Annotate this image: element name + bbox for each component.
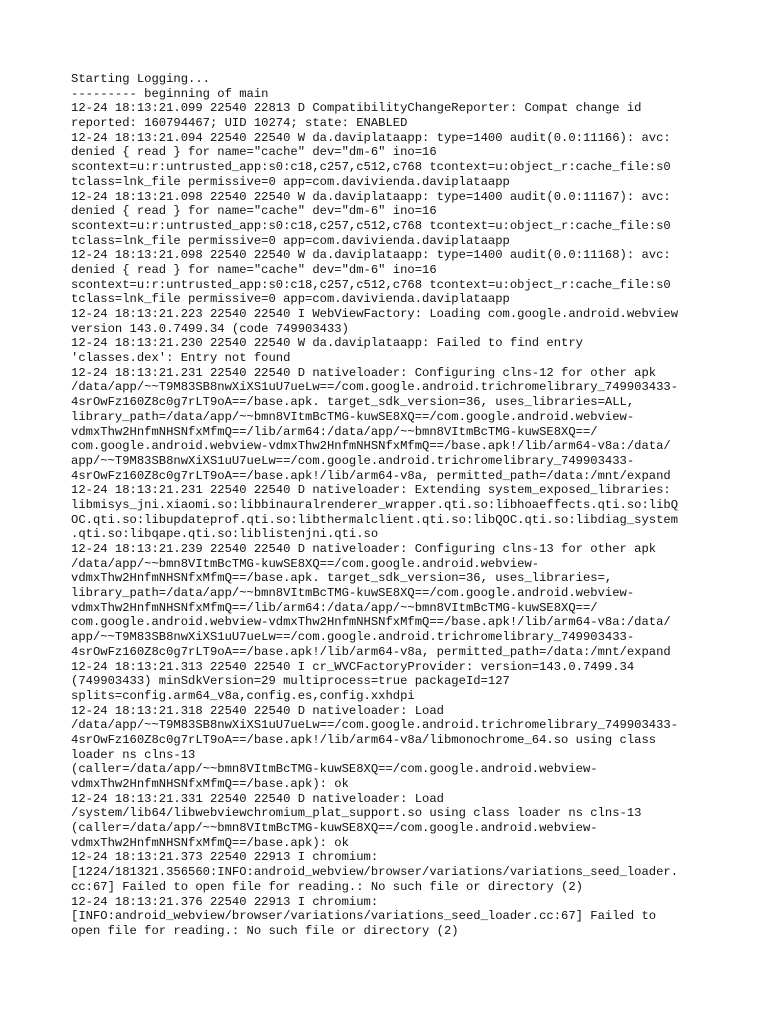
log-line: open file for reading.: No such file or directory (2) xyxy=(71,923,459,938)
log-line: 4srOwFz160Z8c0g7rLT9oA==/base.apk!/lib/arm64-v8a, permitted_path=/data:/mnt/expand xyxy=(71,468,671,483)
log-line: 'classes.dex': Entry not found xyxy=(71,351,291,366)
log-line: /data/app/~~bmn8VItmBcTMG-kuwSE8XQ==/com.google.android.webview- xyxy=(71,556,540,571)
log-line: 12-24 18:13:21.099 22540 22813 D CompatibilityChangeReporter: Compat change id xyxy=(71,101,642,116)
log-line: tclass=lnk_file permissive=0 app=com.davivienda.daviplataapp xyxy=(71,174,510,189)
log-line: 12-24 18:13:21.231 22540 22540 D nativeloader: Extending system_exposed_libraries: xyxy=(71,483,671,498)
log-line: 12-24 18:13:21.318 22540 22540 D nativeloader: Load xyxy=(71,703,444,718)
log-line: denied { read } for name="cache" dev="dm-6" ino=16 xyxy=(71,145,437,160)
log-line: (caller=/data/app/~~bmn8VItmBcTMG-kuwSE8XQ==/com.google.android.webview- xyxy=(71,762,598,777)
log-line: splits=config.arm64_v8a,config.es,config.xxhdpi xyxy=(71,688,415,703)
log-line: 4srOwFz160Z8c0g7rLT9oA==/base.apk!/lib/arm64-v8a, permitted_path=/data:/mnt/expand xyxy=(71,644,671,659)
log-line: /system/lib64/libwebviewchromium_plat_support.so using class loader ns clns-13 xyxy=(71,806,642,821)
log-line: scontext=u:r:untrusted_app:s0:c18,c257,c512,c768 tcontext=u:object_r:cache_file:s0 xyxy=(71,160,671,175)
log-line: /data/app/~~T9M83SB8nwXiXS1uU7ueLw==/com.google.android.trichromelibrary_749903433- xyxy=(71,380,679,395)
log-line: version 143.0.7499.34 (code 749903433) xyxy=(71,321,349,336)
log-line: /data/app/~~T9M83SB8nwXiXS1uU7ueLw==/com.google.android.trichromelibrary_749903433- xyxy=(71,718,679,733)
log-line: denied { read } for name="cache" dev="dm-6" ino=16 xyxy=(71,204,437,219)
log-line: 12-24 18:13:21.313 22540 22540 I cr_WVCFactoryProvider: version=143.0.7499.34 xyxy=(71,659,635,674)
log-line: [1224/181321.356560:INFO:android_webview/browser/variations/variations_seed_loader. xyxy=(71,865,679,880)
log-line: 4srOwFz160Z8c0g7rLT9oA==/base.apk!/lib/arm64-v8a/libmonochrome_64.so using class xyxy=(71,732,657,747)
log-line: scontext=u:r:untrusted_app:s0:c18,c257,c512,c768 tcontext=u:object_r:cache_file:s0 xyxy=(71,218,671,233)
log-line: [INFO:android_webview/browser/variations/variations_seed_loader.cc:67] Failed to xyxy=(71,909,657,924)
log-line: 12-24 18:13:21.376 22540 22913 I chromium: xyxy=(71,894,379,909)
log-line: cc:67] Failed to open file for reading.: No such file or directory (2) xyxy=(71,879,583,894)
log-line: 12-24 18:13:21.231 22540 22540 D nativeloader: Configuring clns-12 for other apk xyxy=(71,365,657,380)
log-line: vdmxThw2HnfmNHSNfxMfmQ==/base.apk. target_sdk_version=36, uses_libraries=, xyxy=(71,571,613,586)
log-line: 12-24 18:13:21.223 22540 22540 I WebViewFactory: Loading com.google.android.webview xyxy=(71,307,679,321)
log-line: library_path=/data/app/~~bmn8VItmBcTMG-kuwSE8XQ==/com.google.android.webview- xyxy=(71,409,635,424)
log-line: 12-24 18:13:21.098 22540 22540 W da.daviplataapp: type=1400 audit(0.0:11168): avc: xyxy=(71,248,671,263)
log-line: com.google.android.webview-vdmxThw2HnfmNHSNfxMfmQ==/base.apk!/lib/arm64-v8a:/data/ xyxy=(71,439,671,454)
log-line: 12-24 18:13:21.230 22540 22540 W da.daviplataapp: Failed to find entry xyxy=(71,336,583,351)
log-line: (caller=/data/app/~~bmn8VItmBcTMG-kuwSE8XQ==/com.google.android.webview- xyxy=(71,821,598,836)
log-line: com.google.android.webview-vdmxThw2HnfmNHSNfxMfmQ==/base.apk!/lib/arm64-v8a:/data/ xyxy=(71,615,671,630)
log-line: loader ns clns-13 xyxy=(71,747,196,762)
log-line: 12-24 18:13:21.098 22540 22540 W da.daviplataapp: type=1400 audit(0.0:11167): avc: xyxy=(71,189,671,204)
log-line: OC.qti.so:libupdateprof.qti.so:libthermalclient.qti.so:libQOC.qti.so:libdiag_system xyxy=(71,512,679,527)
log-line: (749903433) minSdkVersion=29 multiprocess=true packageId=127 xyxy=(71,674,510,689)
log-line: vdmxThw2HnfmNHSNfxMfmQ==/lib/arm64:/data/app/~~bmn8VItmBcTMG-kuwSE8XQ==/ xyxy=(71,600,598,615)
log-line: tclass=lnk_file permissive=0 app=com.davivienda.daviplataapp xyxy=(71,292,510,307)
log-line: Starting Logging... xyxy=(71,72,210,86)
log-line: reported: 160794467; UID 10274; state: ENABLED xyxy=(71,116,408,131)
log-line: vdmxThw2HnfmNHSNfxMfmQ==/base.apk): ok xyxy=(71,777,349,791)
log-line: scontext=u:r:untrusted_app:s0:c18,c257,c512,c768 tcontext=u:object_r:cache_file:s0 xyxy=(71,277,671,292)
log-line: vdmxThw2HnfmNHSNfxMfmQ==/lib/arm64:/data/app/~~bmn8VItmBcTMG-kuwSE8XQ==/ xyxy=(71,424,598,439)
log-line: vdmxThw2HnfmNHSNfxMfmQ==/base.apk): ok xyxy=(71,835,349,850)
log-line: app/~~T9M83SB8nwXiXS1uU7ueLw==/com.google.android.trichromelibrary_749903433- xyxy=(71,453,635,468)
log-line: .qti.so:libqape.qti.so:liblistenjni.qti.so xyxy=(71,527,379,542)
log-line: 12-24 18:13:21.239 22540 22540 D nativeloader: Configuring clns-13 for other apk xyxy=(71,542,657,556)
log-line: 12-24 18:13:21.094 22540 22540 W da.daviplataapp: type=1400 audit(0.0:11166): avc: xyxy=(71,130,671,145)
log-text-block xyxy=(71,72,701,939)
log-line: 12-24 18:13:21.331 22540 22540 D nativeloader: Load xyxy=(71,791,444,806)
log-line: 12-24 18:13:21.373 22540 22913 I chromium: xyxy=(71,850,379,865)
log-line: app/~~T9M83SB8nwXiXS1uU7ueLw==/com.google.android.trichromelibrary_749903433- xyxy=(71,630,635,645)
log-line: denied { read } for name="cache" dev="dm-6" ino=16 xyxy=(71,262,437,277)
log-line: tclass=lnk_file permissive=0 app=com.davivienda.daviplataapp xyxy=(71,233,510,248)
log-line: libmisys_jni.xiaomi.so:libbinauralrenderer_wrapper.qti.so:libhoaeffects.qti.so:libQ xyxy=(71,497,679,512)
log-line: library_path=/data/app/~~bmn8VItmBcTMG-kuwSE8XQ==/com.google.android.webview- xyxy=(71,586,635,601)
log-line: --------- beginning of main xyxy=(71,86,269,101)
log-line: 4srOwFz160Z8c0g7rLT9oA==/base.apk. target_sdk_version=36, uses_libraries=ALL, xyxy=(71,395,635,410)
